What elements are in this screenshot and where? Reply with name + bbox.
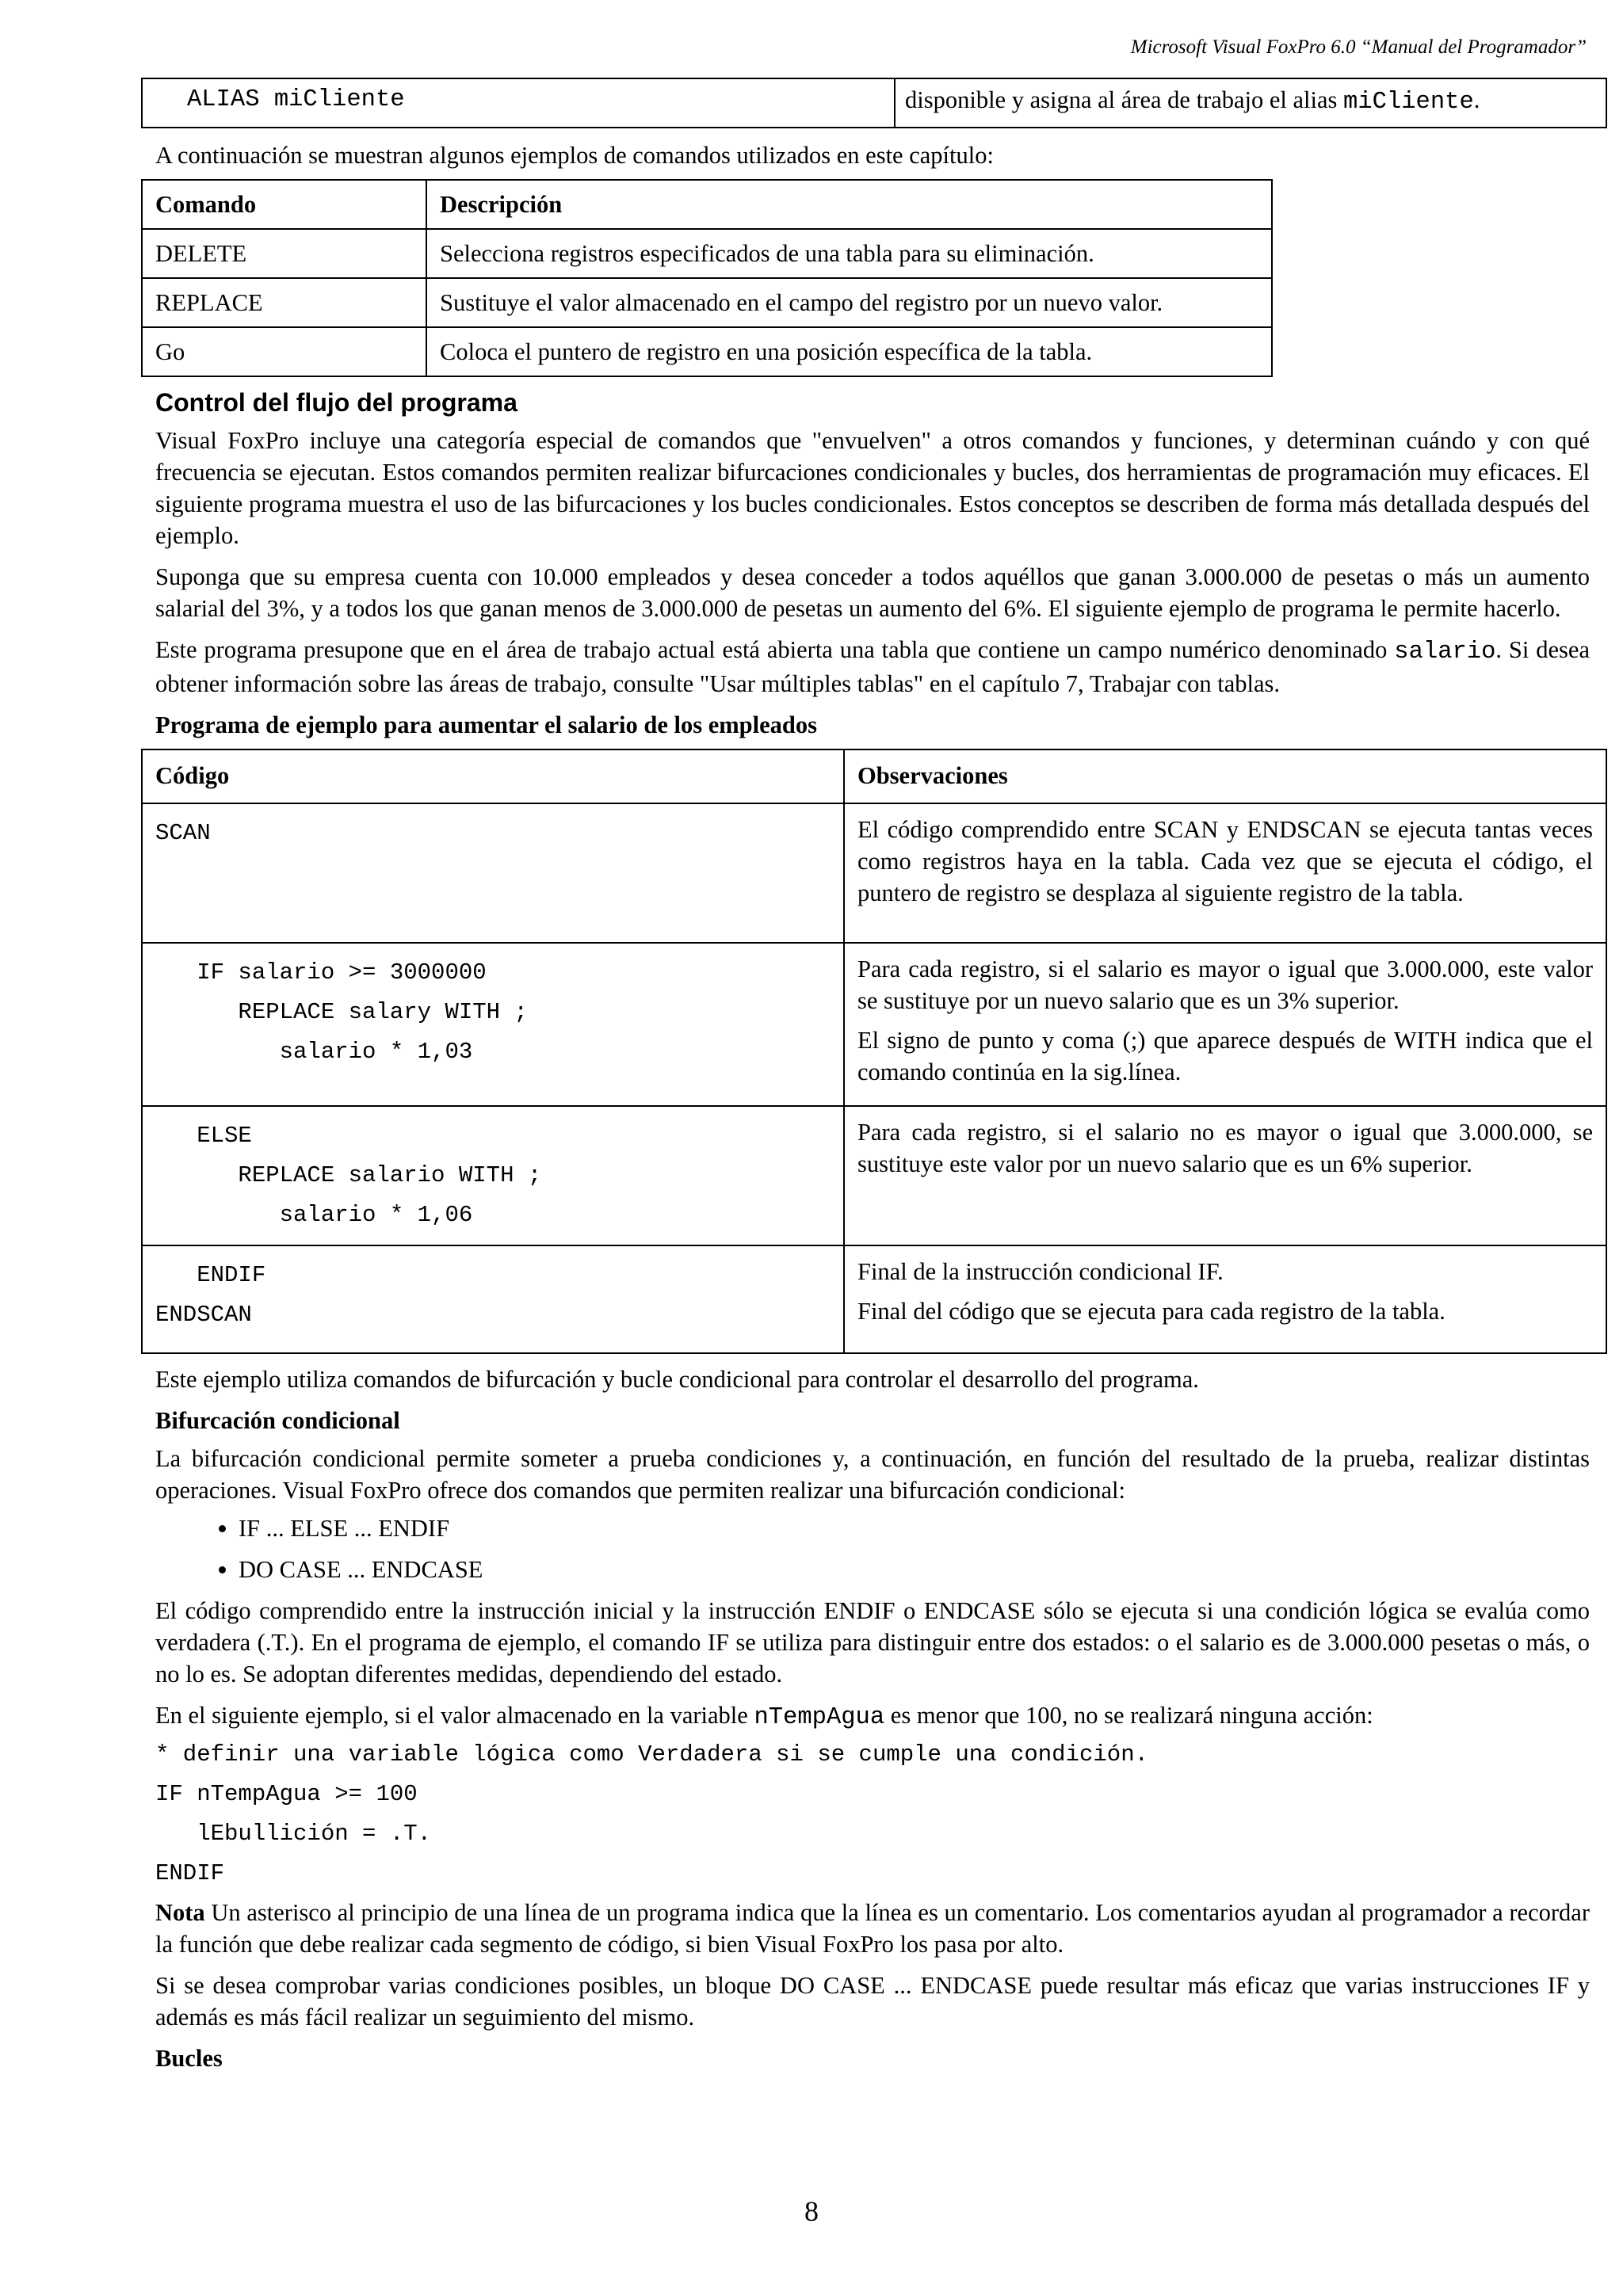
code-cell: IF salario >= 3000000 REPLACE salary WITH ; salario * 1,03 <box>142 943 844 1106</box>
observation-cell: Para cada registro, si el salario es mayor o igual que 3.000.000, este valor se sustituye por un nuevo salario que es un 3% superior. El signo de punto y coma (;) que aparece después de WITH indica que el comando continúa en la sig.línea. <box>844 943 1606 1106</box>
alias-table <box>141 78 1607 128</box>
paragraph: Este ejemplo utiliza comandos de bifurcación y bucle condicional para controlar el desarrollo del programa. <box>155 1366 1199 1393</box>
table-cell: Go <box>142 327 426 376</box>
code-table <box>141 749 1607 1354</box>
column-header: Código <box>142 749 844 803</box>
table-cell: REPLACE <box>142 278 426 327</box>
column-header: Observaciones <box>844 749 1606 803</box>
page-number: 8 <box>804 2195 819 2227</box>
observation-cell: Para cada registro, si el salario no es mayor o igual que 3.000.000, se sustituye este valor por un nuevo salario que es un 6% superior. <box>844 1106 1606 1245</box>
table-header-row <box>142 180 1272 229</box>
example-title: Programa de ejemplo para aumentar el salario de los empleados <box>155 711 817 738</box>
list-item: • IF ... ELSE ... ENDIF <box>239 1512 1590 1544</box>
code-cell: ELSE REPLACE salario WITH ; salario * 1,06 <box>142 1106 844 1245</box>
commands-intro: A continuación se muestran algunos ejemplos de comandos utilizados en este capítulo: <box>155 142 994 169</box>
table-cell: DELETE <box>142 229 426 278</box>
paragraph: El código comprendido entre la instrucción inicial y la instrucción ENDIF o ENDCASE sólo se ejecuta si una condición lógica se evalúa como verdadera (.T.). En el programa de ejemplo, el comando IF se utiliza para distinguir entre dos estados: o el salario es de 3.000.000 pesetas o más, o no lo es. Se adoptan diferentes medidas, dependiendo del estado. <box>155 1597 1590 1688</box>
table-cell: Sustituye el valor almacenado en el campo del registro por un nuevo valor. <box>426 278 1272 327</box>
section-heading: Control del flujo del programa <box>155 388 517 417</box>
bullet-list <box>155 1512 1590 1585</box>
table-row <box>142 78 1606 128</box>
list-item: • DO CASE ... ENDCASE <box>239 1554 1590 1585</box>
code-example: * definir una variable lógica como Verdadera si se cumple una condición. IF nTempAgua >= 100 lEbullición = .T. ENDIF <box>155 1741 1149 1886</box>
table-row <box>142 803 1606 943</box>
table-row <box>142 943 1606 1106</box>
table-row <box>142 229 1272 278</box>
running-header: Microsoft Visual FoxPro 6.0 “Manual del Programador” <box>1130 36 1587 58</box>
table-header-row <box>142 749 1606 803</box>
note: Nota Un asterisco al principio de una línea de un programa indica que la línea es un comentario. Los comentarios ayudan al programador a recordar la función que debe realizar cada segmento de código, si bien Visual FoxPro los pasa por alto. <box>155 1899 1590 1958</box>
table-cell: Selecciona registros especificados de una tabla para su eliminación. <box>426 229 1272 278</box>
section-heading: Bifurcación condicional <box>155 1407 400 1434</box>
observation-cell: El código comprendido entre SCAN y ENDSCAN se ejecuta tantas veces como registros haya en la tabla. Cada vez que se ejecuta el código, el puntero de registro se desplaza al siguiente registro de la tabla. <box>844 803 1606 943</box>
column-header: Comando <box>142 180 426 229</box>
paragraph: Si se desea comprobar varias condiciones posibles, un bloque DO CASE ... ENDCASE puede resultar más eficaz que varias instrucciones IF y además es más fácil realizar un seguimiento del mismo. <box>155 1972 1590 2031</box>
table-row <box>142 327 1272 376</box>
column-header: Descripción <box>426 180 1272 229</box>
paragraph: En el siguiente ejemplo, si el valor almacenado en la variable nTempAgua es menor que 100, no se realizará ninguna acción: <box>155 1702 1373 1731</box>
paragraph: Suponga que su empresa cuenta con 10.000 empleados y desea conceder a todos aquéllos que ganan 3.000.000 de pesetas o más un aumento salarial del 3%, y a todos los que ganan menos de 3.000.000 de pesetas un aumento del 6%. El siguiente ejemplo de programa le permite hacerlo. <box>155 563 1590 622</box>
content <box>155 78 1593 2074</box>
table-row <box>142 278 1272 327</box>
paragraph: La bifurcación condicional permite someter a prueba condiciones y, a continuación, en función del resultado de la prueba, realizar distintas operaciones. Visual FoxPro ofrece dos comandos que permiten realizar una bifurcación condicional: <box>155 1445 1590 1504</box>
commands-table <box>141 179 1273 377</box>
code-cell: ENDIF ENDSCAN <box>142 1245 844 1353</box>
table-row <box>142 1106 1606 1245</box>
paragraph: Este programa presupone que en el área de trabajo actual está abierta una tabla que contiene un campo numérico denominado salario. Si desea obtener información sobre las áreas de trabajo, consulte "Usar múltiples tablas" en el capítulo 7, Trabajar con tablas. <box>155 636 1590 697</box>
table-row <box>142 1245 1606 1353</box>
alias-code-cell: ALIAS miCliente <box>142 78 895 128</box>
observation-cell: Final de la instrucción condicional IF. Final del código que se ejecuta para cada registro de la tabla. <box>844 1245 1606 1353</box>
paragraph: Visual FoxPro incluye una categoría especial de comandos que "envuelven" a otros comandos y funciones, y determinan cuándo y con qué frecuencia se ejecutan. Estos comandos permiten realizar bifurcaciones condicionales y bucles, dos herramientas de programación muy eficaces. El siguiente programa muestra el uso de las bifurcaciones y los bucles condicionales. Estos conceptos se describen de forma más detallada después del ejemplo. <box>155 427 1590 549</box>
alias-desc-cell: disponible y asigna al área de trabajo el alias miCliente. <box>895 78 1606 128</box>
section-heading: Bucles <box>155 2045 223 2072</box>
code-cell: SCAN <box>142 803 844 943</box>
table-cell: Coloca el puntero de registro en una posición específica de la tabla. <box>426 327 1272 376</box>
